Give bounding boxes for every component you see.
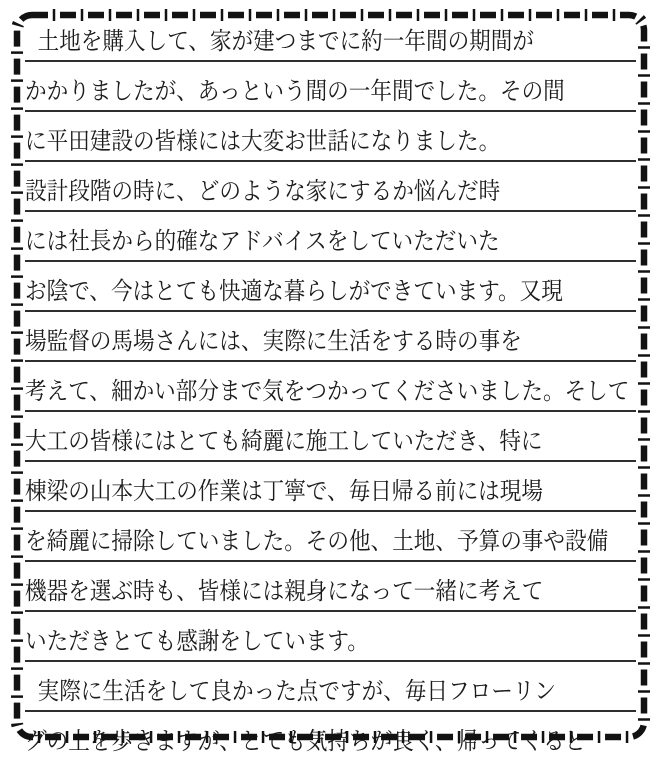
handwritten-text: 実際に生活をして良かった点ですが、毎日フローリン: [37, 677, 557, 705]
handwritten-text: 土地を購入して、家が建つまでに約一年間の期間が: [37, 27, 534, 55]
handwritten-text: 大工の皆様にはとても綺麗に施工していただき、特に: [25, 427, 543, 455]
ruled-line: [25, 212, 636, 262]
ruled-line: [25, 512, 636, 562]
handwritten-text: 場監督の馬場さんには、実際に生活をする時の事を: [25, 327, 522, 355]
ruled-line: [25, 112, 636, 162]
handwritten-text: いただきとても感謝をしています。: [25, 627, 369, 655]
ruled-line: [25, 62, 636, 112]
handwritten-text: には社長から的確なアドバイスをしていただいた: [25, 227, 500, 255]
ruled-line: [25, 412, 636, 462]
ruled-line: [25, 562, 636, 612]
ruled-line: [25, 162, 636, 212]
handwritten-text: 考えて、細かい部分まで気をつかってくださいました。そして: [25, 377, 630, 405]
ruled-line: [25, 312, 636, 362]
handwritten-text: かかりましたが、あっという間の一年間でした。その間: [25, 77, 565, 105]
handwritten-text: お陰で、今はとても快適な暮らしができています。又現: [25, 277, 563, 305]
ruled-text-area: [25, 12, 636, 760]
ruled-line: [25, 462, 636, 512]
ruled-line: [25, 712, 636, 760]
ruled-line: [25, 612, 636, 662]
ruled-line: [25, 12, 636, 62]
handwritten-text: を綺麗に掃除していました。その他、土地、予算の事や設備: [25, 527, 609, 555]
handwritten-text: に平田建設の皆様には大変お世話になりました。: [25, 127, 501, 155]
handwritten-text: グの上を歩きますが、とても気持ちが良く、帰ってくると: [25, 727, 587, 755]
handwritten-text: 棟梁の山本大工の作業は丁寧で、毎日帰る前には現場: [25, 477, 543, 505]
ruled-line: [25, 262, 636, 312]
handwritten-text: 設計段階の時に、どのような家にするか悩んだ時: [25, 177, 501, 205]
ruled-line: [25, 662, 636, 712]
ruled-line: [25, 362, 636, 412]
handwritten-text: 機器を選ぶ時も、皆様には親身になって一緒に考えて: [25, 577, 544, 605]
